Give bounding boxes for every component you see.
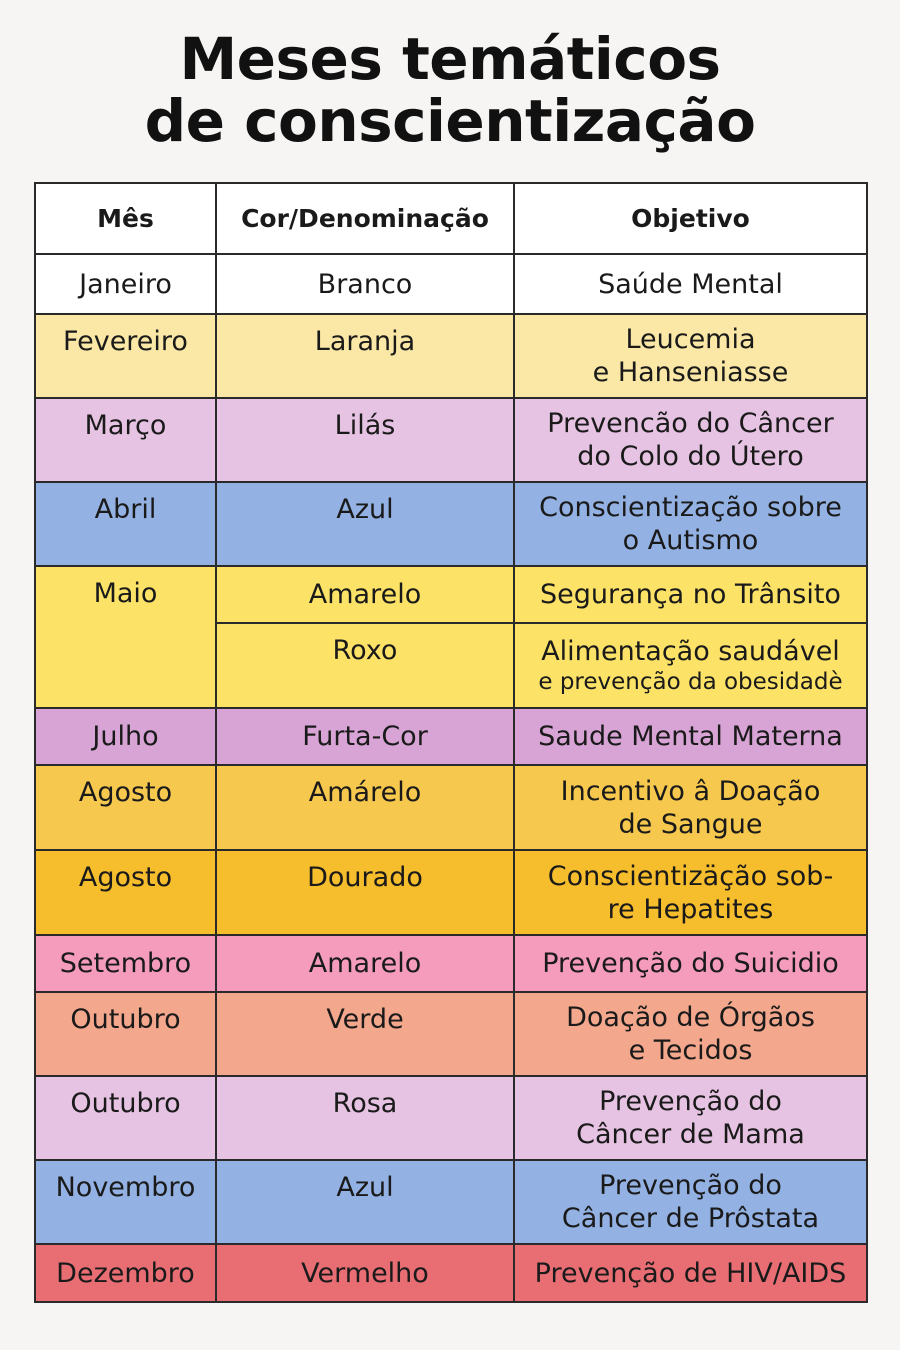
objective-cell	[514, 992, 867, 1076]
table-row	[35, 314, 867, 398]
header-objetivo: Objetivo	[514, 183, 867, 254]
color-cell: Furta-Cor	[216, 708, 514, 765]
header-cor: Cor/Denominação	[216, 183, 514, 254]
table-row	[35, 482, 867, 566]
color-cell: Roxo	[216, 623, 514, 708]
color-cell: Dourado	[216, 850, 514, 935]
color-cell: Amárelo	[216, 765, 514, 850]
month-cell: Maio	[35, 566, 216, 708]
table-row	[35, 1160, 867, 1244]
month-cell: Julho	[35, 708, 216, 765]
color-cell: Lilás	[216, 398, 514, 482]
objective-line-1: Leucemia	[625, 324, 756, 355]
objective-cell	[514, 254, 867, 314]
table-row	[35, 935, 867, 992]
table-row	[35, 850, 867, 935]
objective-line-1: Incentivo â Doação	[560, 775, 821, 807]
color-cell: Azul	[216, 482, 514, 566]
objective-cell	[514, 1160, 867, 1244]
table-header-row	[35, 183, 867, 254]
month-cell: Setembro	[35, 935, 216, 992]
objective-cell	[514, 708, 867, 765]
objective-line-1: Conscientização sobre	[539, 492, 842, 523]
color-cell: Laranja	[216, 314, 514, 398]
objective-line-2: Câncer de Prôstata	[561, 1203, 820, 1234]
month-cell: Abril	[35, 482, 216, 566]
objective-line-1: Doação de Órgãos	[566, 1002, 815, 1033]
table-row	[35, 1076, 867, 1160]
objective-line-2: do Colo do Útero	[577, 441, 804, 472]
month-cell: Outubro	[35, 992, 216, 1076]
objective-line-2: e Hanseniasse	[592, 357, 789, 388]
objective-line-1: Saúde Mental	[598, 268, 783, 300]
objective-line-2: Câncer de Mama	[576, 1119, 805, 1150]
table-row	[35, 398, 867, 482]
month-cell: Agosto	[35, 850, 216, 935]
objective-cell	[514, 765, 867, 850]
color-cell: Verde	[216, 992, 514, 1076]
objective-line-1: Prevenção de HIV/AIDS	[534, 1257, 847, 1289]
title-line-2: de conscientização	[144, 87, 756, 155]
table-row	[35, 992, 867, 1076]
color-cell: Amarelo	[216, 566, 514, 623]
month-cell: Fevereiro	[35, 314, 216, 398]
objective-cell	[514, 398, 867, 482]
month-cell: Janeiro	[35, 254, 216, 314]
color-cell: Branco	[216, 254, 514, 314]
awareness-months-table	[34, 182, 868, 1303]
table-row	[35, 1244, 867, 1302]
objective-cell	[514, 1076, 867, 1160]
objective-line-1: Segurança no Trânsito	[540, 579, 841, 610]
objective-line-1: Prevencão do Câncer	[547, 408, 834, 439]
month-cell: Novembro	[35, 1160, 216, 1244]
objective-line-2: e Tecidos	[628, 1035, 753, 1066]
objective-cell	[514, 850, 867, 935]
objective-cell	[514, 935, 867, 992]
month-cell: Março	[35, 398, 216, 482]
objective-cell	[514, 482, 867, 566]
color-cell: Rosa	[216, 1076, 514, 1160]
objective-line-2: re Hepatites	[607, 893, 774, 925]
objective-line-1: Saude Mental Materna	[538, 721, 843, 752]
objective-line-1: Prevenção do	[599, 1086, 782, 1117]
table-row	[35, 254, 867, 314]
header-mes: Mês	[35, 183, 216, 254]
table-row	[35, 566, 867, 623]
objective-line-2: e prevenção da obesidadè	[538, 668, 843, 695]
month-cell: Outubro	[35, 1076, 216, 1160]
month-cell: Dezembro	[35, 1244, 216, 1302]
month-cell: Agosto	[35, 765, 216, 850]
objective-line-1: Prevenção do	[599, 1170, 782, 1201]
page-title	[0, 25, 900, 155]
table-row	[35, 708, 867, 765]
objective-line-2: de Sangue	[618, 808, 763, 840]
objective-cell	[514, 623, 867, 708]
title-line-1: Meses temáticos	[179, 25, 721, 93]
objective-line-1: Alimentação saudável	[541, 635, 840, 667]
objective-cell	[514, 566, 867, 623]
objective-line-1: Conscientizäção sob-	[547, 860, 834, 892]
color-cell: Amarelo	[216, 935, 514, 992]
color-cell: Azul	[216, 1160, 514, 1244]
objective-line-1: Prevenção do Suicidio	[542, 948, 839, 979]
table-row	[35, 765, 867, 850]
color-cell: Vermelho	[216, 1244, 514, 1302]
objective-cell	[514, 1244, 867, 1302]
objective-cell	[514, 314, 867, 398]
objective-line-2: o Autismo	[622, 525, 759, 556]
